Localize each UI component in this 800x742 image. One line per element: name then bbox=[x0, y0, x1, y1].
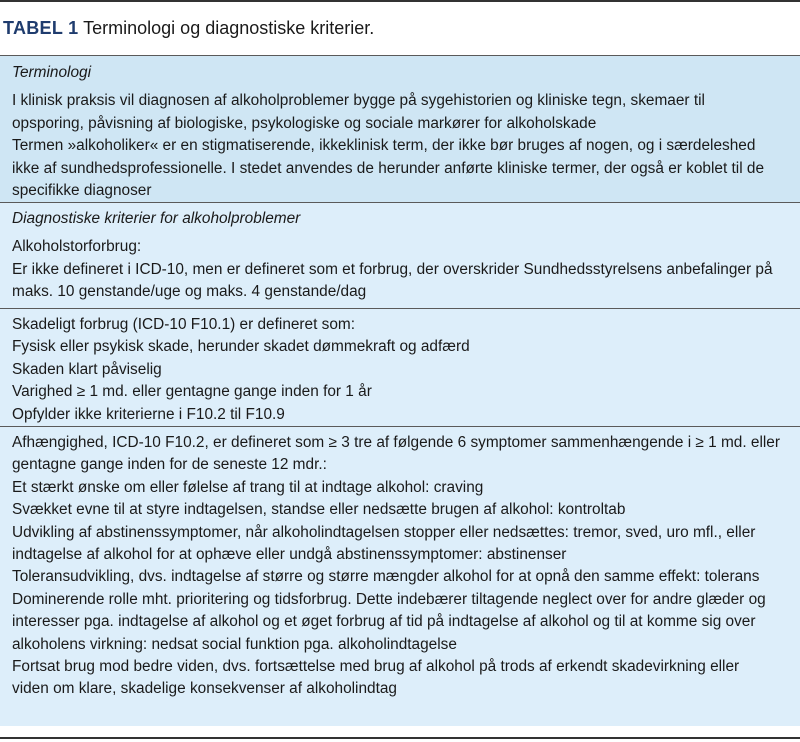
table-text: Varighed ≥ 1 md. eller gentagne gange inden for 1 år bbox=[12, 383, 372, 401]
section-terminologi bbox=[0, 55, 800, 202]
section-diagnostiske-kriterier bbox=[0, 202, 800, 308]
table-text: Afhængighed, ICD-10 F10.2, er defineret som ≥ 3 tre af følgende 6 symptomer sammenhængende i ≥ 1 md. eller gentagne gange inden for de seneste 12 mdr.: bbox=[12, 434, 780, 474]
section-heading-terminologi: Terminologi bbox=[12, 64, 91, 81]
table-label: TABEL 1 bbox=[3, 18, 79, 38]
table-text: Alkoholstorforbrug: bbox=[12, 238, 142, 256]
table-text: Toleransudvikling, dvs. indtagelse af større og større mængder alkohol for at opnå den samme effekt: tolerans bbox=[12, 568, 760, 586]
table-text: Svækket evne til at styre indtagelsen, standse eller nedsætte brugen af alkohol: kontroltab bbox=[12, 501, 626, 519]
section-skadeligt-forbrug bbox=[0, 308, 800, 426]
table-title: Terminologi og diagnostiske kriterier. bbox=[83, 18, 375, 38]
top-rule bbox=[0, 0, 800, 2]
table-text: Er ikke defineret i ICD-10, men er defineret som et forbrug, der overskrider Sundhedsstyrelsens anbefalinger på maks. 10 genstande/uge og maks. 4 genstande/dag bbox=[12, 260, 773, 301]
table-text: I klinisk praksis vil diagnosen af alkoholproblemer bygge på sygehistorien og kliniske tegn, skemaer til opsporing, påvisning af biologiske, psykologiske og sociale markører for alkoholskade bbox=[12, 92, 705, 132]
bottom-rule bbox=[0, 737, 800, 739]
table-text: Et stærkt ønske om eller følelse af trang til at indtage alkohol: craving bbox=[12, 478, 484, 496]
table-text: Fortsat brug mod bedre viden, dvs. fortsættelse med brug af alkohol på trods af erkendt skadevirkning eller viden om klare, skadelige konsekvenser af alkoholindtag bbox=[12, 658, 740, 698]
table-text: Opfylder ikke kriterierne i F10.2 til F10.9 bbox=[12, 405, 285, 423]
table-text: Termen »alkoholiker« er en stigmatiserende, ikkeklinisk term, der ikke bør bruges af nogen, og i særdeleshed ikke af sundhedsprofessionelle. I stedet anvendes de herunder anførte kliniske termer, der også er koblet til de specifikke diagnoser bbox=[12, 137, 765, 200]
table-text: Skaden klart påviselig bbox=[12, 360, 162, 378]
table-caption bbox=[3, 16, 374, 40]
table-text: Dominerende rolle mht. prioritering og tidsforbrug. Dette indebærer tiltagende neglect over for andre glæder og interesser pga. indtagelse af alkohol og et øget forbrug af tid på indtagelse af alkohol og til at komme sig over alkoholens virkning: nedsat social funktion pga. alkoholindtagelse bbox=[12, 590, 766, 653]
section-afhaengighed bbox=[0, 426, 800, 726]
table-text: Udvikling af abstinenssymptomer, når alkoholindtagelsen stopper eller nedsættes: tremor, sved, uro mfl., eller indtagelse af alkohol for at ophæve eller undgå abstinenssymptomer: abstinenser bbox=[12, 523, 756, 564]
table-text: Skadeligt forbrug (ICD-10 F10.1) er defineret som: bbox=[12, 316, 356, 333]
section-heading-diagnostiske: Diagnostiske kriterier for alkoholproblemer bbox=[12, 210, 301, 227]
table-text: Fysisk eller psykisk skade, herunder skadet dømmekraft og adfærd bbox=[12, 338, 470, 356]
